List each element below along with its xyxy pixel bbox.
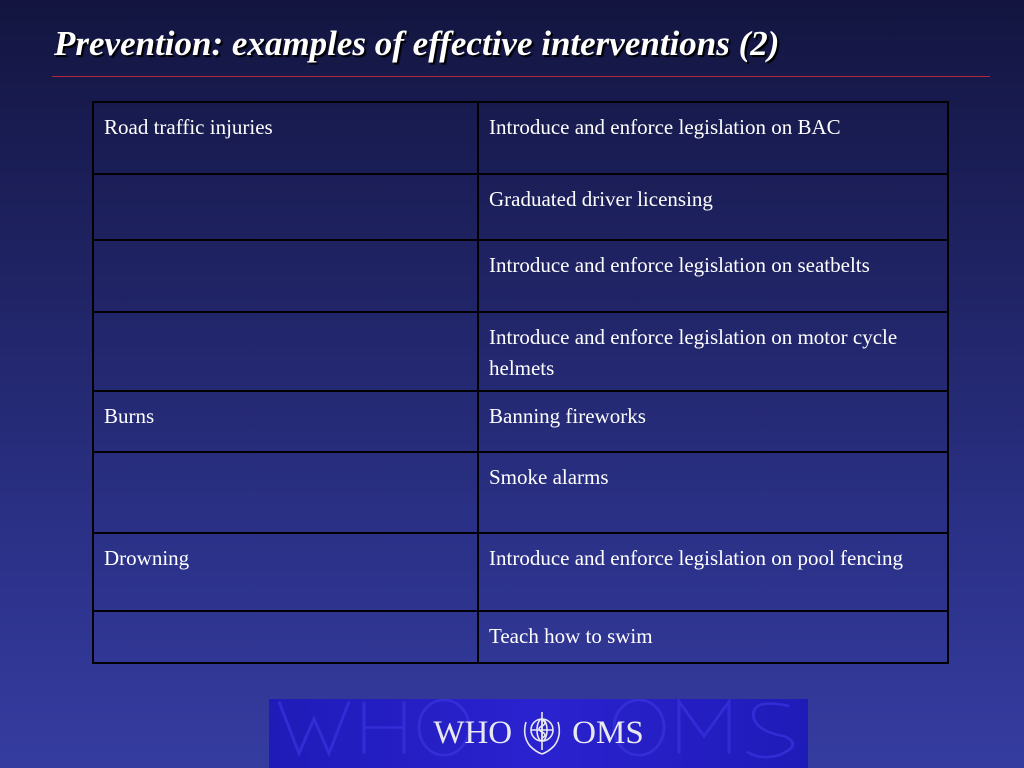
category-cell: Burns — [93, 391, 478, 452]
title-divider — [52, 76, 990, 77]
oms-logo-text: OMS — [572, 715, 644, 751]
intervention-cell: Banning fireworks — [478, 391, 948, 452]
table-row — [93, 174, 948, 240]
category-cell — [93, 240, 478, 312]
category-cell — [93, 174, 478, 240]
table-row — [93, 533, 948, 611]
table-row — [93, 391, 948, 452]
category-cell: Drowning — [93, 533, 478, 611]
intervention-cell: Introduce and enforce legislation on motor cycle helmets — [478, 312, 948, 391]
slide-title: Prevention: examples of effective interventions (2) — [54, 24, 780, 63]
intervention-cell: Introduce and enforce legislation on pool fencing — [478, 533, 948, 611]
intervention-cell: Introduce and enforce legislation on seatbelts — [478, 240, 948, 312]
table-row — [93, 611, 948, 663]
intervention-cell: Introduce and enforce legislation on BAC — [478, 102, 948, 174]
who-oms-logo-banner — [269, 699, 808, 768]
table-row — [93, 452, 948, 533]
interventions-table — [92, 101, 949, 664]
intervention-cell: Graduated driver licensing — [478, 174, 948, 240]
category-cell — [93, 312, 478, 391]
table-row — [93, 102, 948, 174]
intervention-cell: Smoke alarms — [478, 452, 948, 533]
category-cell: Road traffic injuries — [93, 102, 478, 174]
table-row — [93, 312, 948, 391]
intervention-cell: Teach how to swim — [478, 611, 948, 663]
category-cell — [93, 452, 478, 533]
who-logo-text: WHO — [433, 715, 513, 751]
category-cell — [93, 611, 478, 663]
table-row — [93, 240, 948, 312]
who-emblem-icon — [520, 708, 564, 760]
